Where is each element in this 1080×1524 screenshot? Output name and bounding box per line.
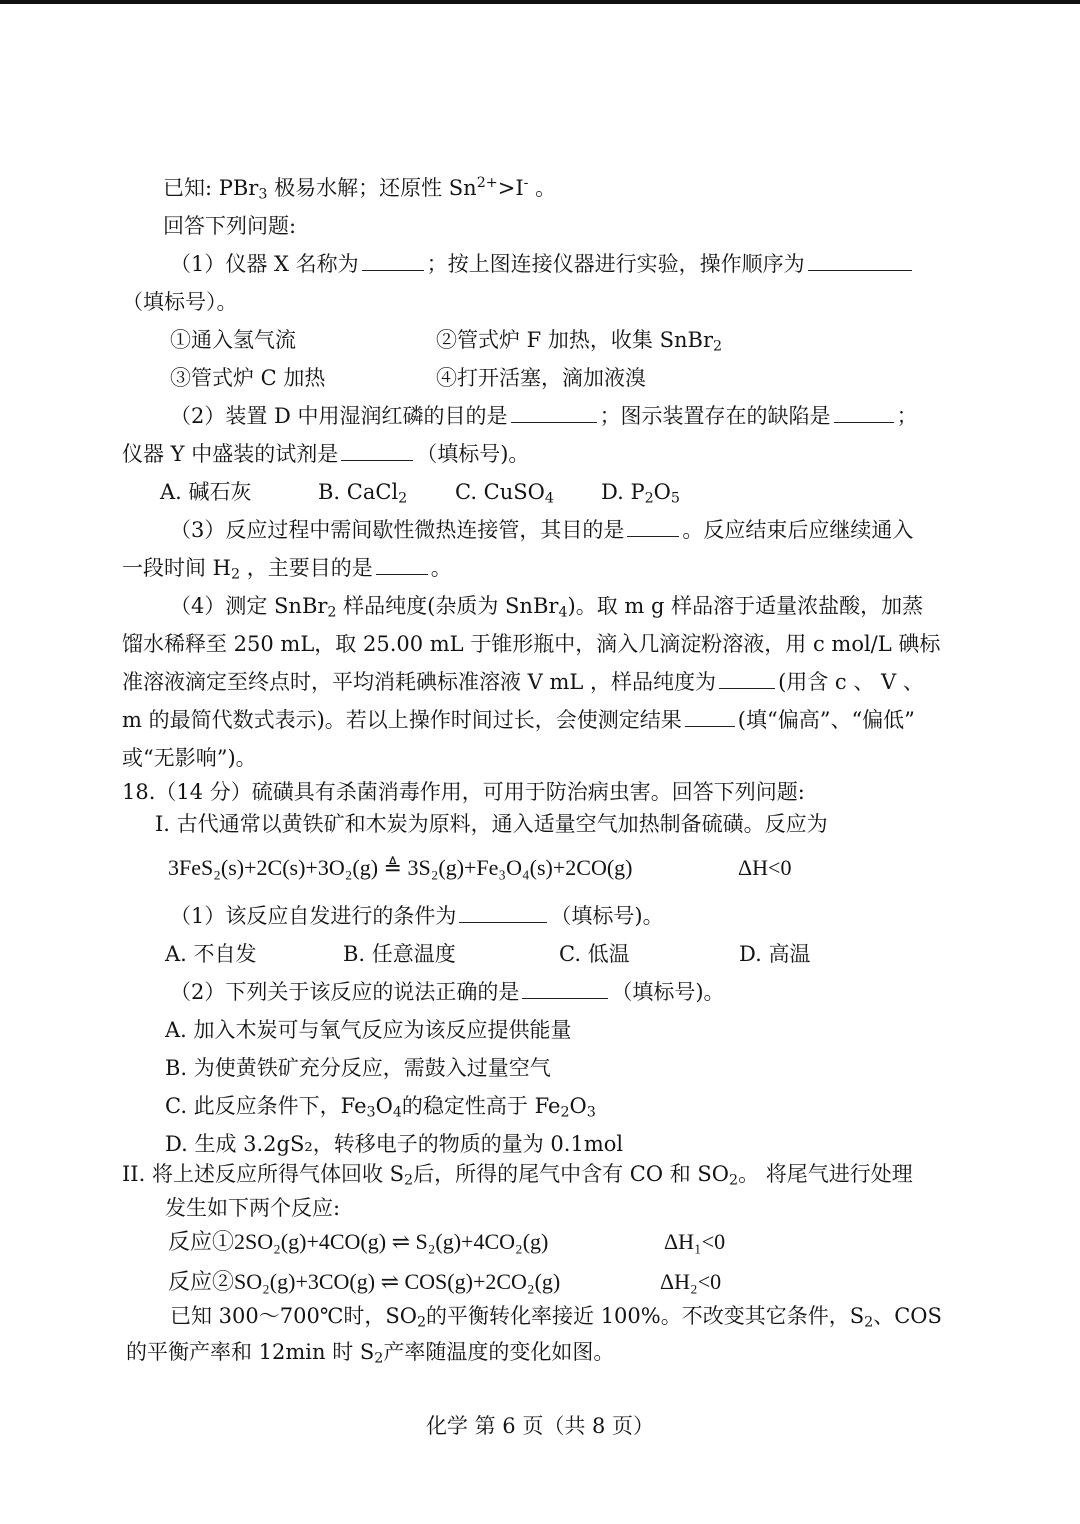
text: （3）反应过程中需间歇性微热连接管，其目的是 [170,518,625,542]
q3-line1 [170,516,913,544]
q18-part2 [122,1160,913,1195]
q18-sub2-option-c [165,1092,596,1127]
q18-sub2-option-a: A. 加入木炭可与氧气反应为该反应提供能量 [165,1018,572,1042]
text: O [653,480,671,504]
q1-line1 [170,250,915,278]
option-a: A. 碱石灰 [160,480,252,504]
option-a: A. 不自发 [165,942,257,966]
q4-line5: 或“无影响”)。 [122,746,257,770]
answer-blank[interactable] [522,978,608,999]
q4-line2: 馏水稀释至 250 mL，取 25.00 mL 于锥形瓶中，滴入几滴淀粉溶液，用 c mol/L 碘标 [122,632,941,656]
text: D. P [601,480,645,504]
text: 后，所得的尾气中含有 CO 和 SO [413,1162,730,1186]
equation-main-dh: ΔH<0 [738,855,792,880]
subscript: 2 [231,566,241,583]
answer-blank[interactable] [511,402,597,423]
subscript: 2 [398,490,408,507]
text: 的稳定性高于 Fe [401,1094,561,1118]
text: （2）下列关于该反应的说法正确的是 [170,980,520,1004]
text: ；按上图连接仪器进行实验，操作顺序为 [426,252,805,276]
text: 已知: PBr [163,176,259,200]
text: ； [896,404,918,428]
text: 、COS [873,1304,942,1328]
q18-sub2 [170,978,725,1006]
q1-step1: ①通入氢气流 [170,328,296,352]
text: >I [497,176,524,200]
page-footer: 化学 第 6 页（共 8 页） [425,1414,655,1438]
text: （2）装置 D 中用湿润红磷的目的是 [170,404,508,428]
reaction-2-dh: ΔH₂<0 [660,1269,722,1294]
text: C. CuSO [455,480,545,504]
q4-line4 [122,706,915,734]
text: ，主要目的是 [240,556,373,580]
q18-sub2-option-b: B. 为使黄铁矿充分反应，需鼓入过量空气 [165,1056,551,1080]
q18-part1: I. 古代通常以黄铁矿和木炭为原料，通入适量空气加热制备硫磺。反应为 [155,812,828,836]
text: 一段时间 H [122,556,231,580]
reaction-1-dh: ΔH₁<0 [664,1229,726,1254]
q18-part2-line2: 发生如下两个反应: [165,1196,341,1220]
q1-step3: ③管式炉 C 加热 [170,366,326,390]
answer-blank[interactable] [685,706,735,727]
q18-sub1-options [165,940,810,968]
subscript: 4 [544,490,554,507]
q18-sub2-option-d: D. 生成 3.2gS₂，转移电子的物质的量为 0.1mol [165,1132,624,1156]
text: B. CaCl [318,480,399,504]
text: （4）测定 SnBr [170,594,328,618]
option-d [601,478,680,513]
answer-blank[interactable] [362,250,424,271]
text: 。 [430,556,452,580]
subscript: 4 [392,1104,402,1121]
q3-line2 [122,554,452,589]
option-c: C. 低温 [559,942,630,966]
text: ；图示装置存在的缺陷是 [599,404,831,428]
text: (用含 c 、 V 、 [778,670,924,694]
subscript: 3 [586,1104,596,1121]
q2-line2 [122,440,529,468]
answer-blank[interactable] [459,902,547,923]
option-b: B. 任意温度 [343,942,456,966]
subscript: 5 [670,490,680,507]
known-conditions-line2 [126,1338,614,1373]
answer-prompt: 回答下列问题: [163,214,297,238]
answer-blank[interactable] [341,440,413,461]
equation-main: 3FeS₂(s)+2C(s)+3O₂(g) ≜ 3S₂(g)+Fe₃O₄(s)+2CO(g) [168,855,633,880]
text: 已知 300～700℃时，SO [170,1304,417,1328]
subscript: 3 [258,186,268,203]
answer-blank[interactable] [376,554,428,575]
superscript: - [523,175,529,192]
text: ②管式炉 F 加热，收集 SnBr [436,328,713,352]
subscript: 2 [864,1314,874,1331]
text: 。 [528,176,557,200]
subscript: 2 [404,1172,414,1189]
text: (填“偏高”、“偏低” [737,708,915,732]
option-d: D. 高温 [739,942,811,966]
text: 仪器 Y 中盛装的试剂是 [122,442,339,466]
text: O [375,1094,393,1118]
known-line [163,174,556,209]
text: C. 此反应条件下，Fe [165,1094,367,1118]
subscript: 4 [558,604,568,621]
subscript: 2 [644,490,654,507]
text: 样品纯度(杂质为 SnBr [336,594,559,618]
subscript: 2 [416,1314,427,1331]
known-conditions-line1 [170,1302,942,1337]
subscript: 2 [374,1350,384,1367]
q1-line2: （填标号）。 [122,290,238,314]
superscript: 2+ [476,175,498,192]
q2-line1 [170,402,918,430]
answer-blank[interactable] [719,668,775,689]
subscript: 2 [712,338,723,355]
q1-step2 [436,326,722,361]
text: 的平衡转化率接近 100%。不改变其它条件，S [426,1304,865,1328]
reaction-1: 反应①2SO₂(g)+4CO(g) ⇌ S₂(g)+4CO₂(g) [168,1229,549,1254]
option-b [318,478,455,513]
q4-line1 [170,592,923,627]
text: （1）仪器 X 名称为 [170,252,359,276]
text: )。取 m g 样品溶于适量浓盐酸，加蒸 [567,594,924,618]
text: m 的最简代数式表示)。若以上操作时间过长，会使测定结果 [122,708,682,732]
text: （1）该反应自发进行的条件为 [170,904,457,928]
answer-blank[interactable] [834,402,894,423]
text: 。 将尾气进行处理 [738,1162,913,1186]
text: O [569,1094,587,1118]
text: 极易水解；还原性 Sn [267,176,477,200]
subscript: 3 [366,1104,376,1121]
text: II. 将上述反应所得气体回收 S [122,1162,405,1186]
q4-line3 [122,668,924,696]
answer-blank[interactable] [808,250,912,271]
text: （填标号)。 [416,442,530,466]
subscript: 2 [729,1172,739,1189]
text: 。反应结束后应继续通入 [682,518,914,542]
q18-sub1 [170,902,664,930]
text: 产率随温度的变化如图。 [383,1340,615,1364]
text: （填标号)。 [611,980,725,1004]
q2-options [160,478,680,513]
q18-heading: 18.（14 分）硫磺具有杀菌消毒作用，可用于防治病虫害。回答下列问题: [122,780,805,804]
option-c [455,478,601,513]
top-edge [0,0,1080,4]
text: 的平衡产率和 12min 时 S [126,1340,375,1364]
text: 准溶液滴定至终点时，平均消耗碘标准溶液 V mL ，样品纯度为 [122,670,717,694]
answer-blank[interactable] [627,516,679,537]
subscript: 2 [560,1104,570,1121]
q1-step4: ④打开活塞，滴加液溴 [436,366,646,390]
text: （填标号)。 [550,904,664,928]
reaction-2: 反应②SO₂(g)+3CO(g) ⇌ COS(g)+2CO₂(g) [168,1269,561,1294]
subscript: 2 [327,604,337,621]
